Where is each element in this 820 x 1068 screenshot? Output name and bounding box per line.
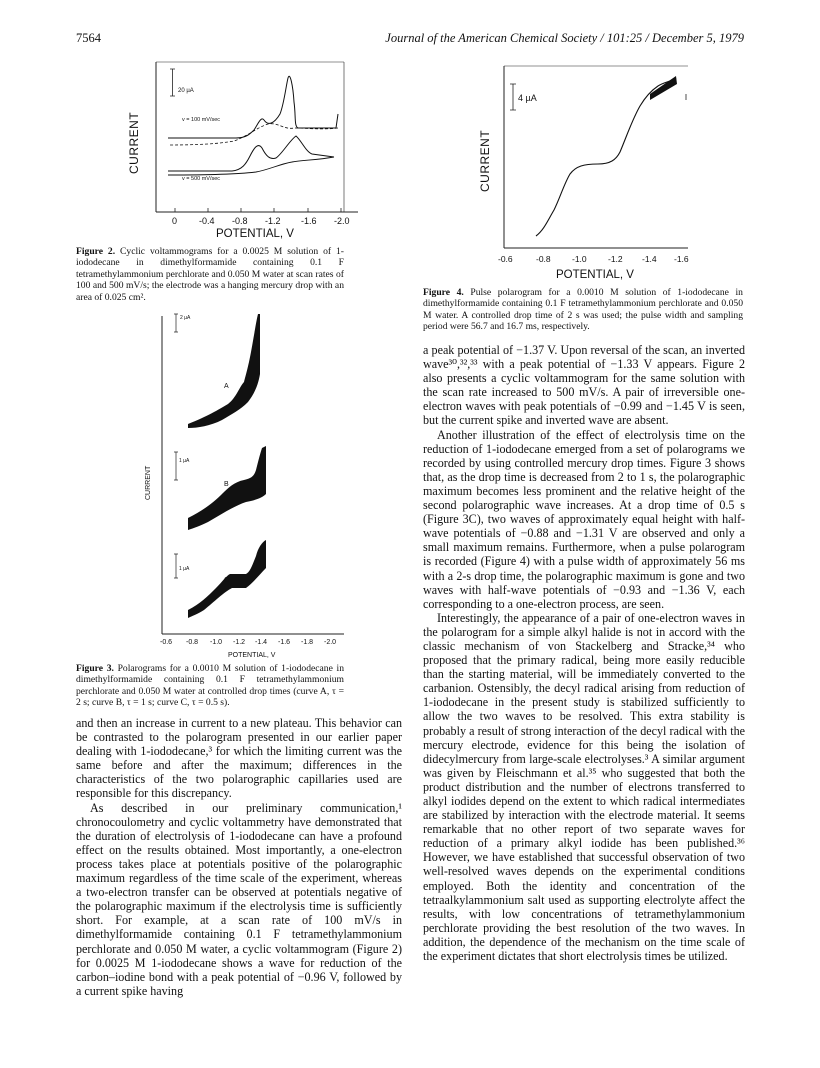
fig2-scale-label: 20 µA — [178, 88, 194, 94]
figure-4 — [474, 60, 698, 282]
fig3-label-b: B — [224, 481, 229, 488]
fig3-scale-a — [174, 314, 178, 332]
figure-4-caption-label: Figure 4. — [423, 287, 464, 298]
fig3-scale-c — [174, 554, 178, 578]
right-paragraph-1: a peak potential of −1.37 V. Upon reversal of the scan, an inverted wave³⁰,³²,³³ with a peak potential of −1.33 V appears. Figure 2 also presents a cyclic voltammogram for the same solution with the scan rate increased to 500 mV/s. A pair of irreversible one-electron waves with peak potentials of −0.99 and −1.45 V is seen, but the current spike and inverted wave are absent. — [423, 343, 745, 428]
fig2-curve2-label: v = 500 mV/sec — [182, 176, 221, 182]
fig3-tick-labels — [160, 639, 336, 646]
fig3-tick-3: -1.2 — [233, 639, 246, 646]
figure-4-caption — [423, 287, 743, 333]
fig3-curve-b — [188, 446, 266, 530]
fig4-tick-1: -0.8 — [536, 254, 551, 264]
fig4-x-label: POTENTIAL, V — [556, 269, 634, 281]
fig4-tick-0: -0.6 — [498, 254, 513, 264]
fig3-tick-1: -0.8 — [186, 639, 199, 646]
fig2-curve-500 — [168, 136, 334, 171]
fig4-tick-3: -1.2 — [608, 254, 623, 264]
figure-3-caption — [76, 663, 344, 709]
figure-3 — [145, 312, 348, 662]
figure-3-caption-label: Figure 3. — [76, 663, 114, 674]
figure-2-caption — [76, 246, 344, 303]
fig3-scale-b — [174, 452, 178, 480]
fig2-tick-4: -1.6 — [301, 216, 317, 226]
fig2-x-label: POTENTIAL, V — [216, 228, 294, 240]
fig3-scale-b-label: 1 µA — [179, 458, 190, 464]
fig4-scale-label: 4 µA — [518, 93, 537, 103]
left-column — [76, 716, 402, 998]
right-column — [423, 343, 745, 963]
right-paragraph-3: Interestingly, the appearance of a pair of one-electron waves in the polarogram for a simple alkyl halide is not in accord with the classic mechanism of von Stackelberg and Stracke,³⁴ who proposed that the primary radical, being more easily reducible than the starting material, will be immediately converted to the carbanion. Ostensibly, the decyl radical arising from reduction of 1-iododecane in the present study is stabilized sufficiently to allow the two waves to be resolved. This extra stability is probably a result of strong interaction of the decyl radical with the mercury electrode, evidence for this being the isolation of didecylmercury from large-scale electrolyses.³ A similar argument was given by Fleischmann et al.³⁵ who suggested that both the product distribution and the number of electrons transferred to alkyl iodides depend on the extent to which radical intermediates are stabilized by interaction with the electrode material. It seems remarkable that no other report of two separate waves for reduction of a primary alkyl iodide has been published.³⁶ However, we have established that successful observation of two well-resolved waves depends on the experimental conditions employed. Both the identity and concentration of the tetraalkylammonium salt used as supporting electrolyte affect the results, with low concentrations of tetramethylammonium perchlorate providing the best resolution of the two waves. In addition, the dependence of the mechanism on the time scale of the experiment dictates that short electrolysis times be utilized. — [423, 610, 745, 964]
fig3-y-label: CURRENT — [145, 465, 152, 500]
fig2-tick-5: -2.0 — [334, 216, 350, 226]
fig4-y-label: CURRENT — [478, 129, 492, 192]
fig4-tick-labels — [498, 254, 689, 264]
fig4-tick-4: -1.4 — [642, 254, 657, 264]
fig2-tick-1: -0.4 — [199, 216, 215, 226]
left-paragraph-2: As described in our preliminary communication,¹ chronocoulometry and cyclic voltammetry have demonstrated that the duration of electrolysis of 1-iododecane can have a profound effect on the results obtained. Most importantly, a one-electron process takes place at potentials positive of the polarographic maximum regardless of the time scale of the experiment, whereas a two-electron transfer can be observed at potentials negative of the polarographic maximum if the electrolysis time is sufficiently short. For example, at a scan rate of 100 mV/s in dimethylformamide containing 0.1 F tetramethylammonium perchlorate and 0.050 M water, a cyclic voltammogram (Figure 2) for 0.0025 M 1-iododecane shows a wave for reduction of the carbon–iodine bond with a peak potential of −0.96 V, followed by a current spike having — [76, 800, 402, 998]
left-paragraph-1: and then an increase in current to a new plateau. This behavior can be contrasted to the polarogram presented in our earlier paper dealing with 1-iododecane,³ for which the limiting current was the same before and after the maximum; differences in the characteristics of the two polarographic capillaries used are responsible for this discrepancy. — [76, 716, 402, 801]
fig4-tick-2: -1.0 — [572, 254, 587, 264]
fig3-x-label: POTENTIAL, V — [228, 652, 276, 659]
fig3-tick-6: -1.8 — [301, 639, 314, 646]
figure-2 — [108, 56, 368, 241]
fig4-scale-bar — [510, 84, 516, 110]
figure-2-caption-text: Cyclic voltammograms for a 0.0025 M solution of 1-iododecane in dimethylformamide containing 0.1 F tetramethylammonium perchlorate and 0.050 M water at scan rates of 100 and 500 mV/s; the electrode was a hanging mercury drop with an area of 0.025 cm². — [76, 246, 344, 303]
fig2-tick-2: -0.8 — [232, 216, 248, 226]
fig3-curve-a — [188, 314, 260, 428]
fig3-scale-c-label: 1 µA — [179, 566, 190, 572]
fig2-curve1-label: v = 100 mV/sec — [182, 117, 221, 123]
fig3-label-a: A — [224, 383, 229, 390]
fig4-curve — [536, 78, 676, 236]
fig2-scale-bar — [170, 69, 175, 96]
fig2-curve-100-return — [168, 124, 338, 145]
figure-3-caption-text: Polarograms for a 0.0010 M solution of 1-iododecane in dimethylformamide containing 0.1 F tetramethylammonium perchlorate and 0.050 M water at controlled drop times (curve A, τ = 2 s; curve B, τ = 1 s; curve C, τ = 0.5 s). — [76, 663, 344, 709]
fig4-curve-plateau — [650, 76, 677, 100]
page-number: 7564 — [76, 31, 101, 45]
right-paragraph-2: Another illustration of the effect of electrolysis time on the reduction of 1-iododecane emerged from a set of polarograms we recorded by using controlled mercury drop times. Figure 3 shows that, as the drop time is decreased from 2 to 1 s, the polarographic maximum becomes less prominent and the relative height of the second polarographic wave increases. At a drop time of 0.5 s (Figure 3C), two waves of approximately equal height with half-wave potentials of −0.88 and −1.31 V are observed and only a small maximum remains. Furthermore, when a pulse polarogram is recorded (Figure 4) with a pulse width of approximately 56 ms with a 2-s drop time, the polarographic maximum is gone and two waves with half-wave potentials of −0.93 and −1.36 V, each corresponding to a one-electron process, are seen. — [423, 427, 745, 611]
fig2-y-label: CURRENT — [127, 111, 141, 174]
fig2-tick-marks — [175, 208, 341, 212]
fig3-tick-7: -2.0 — [324, 639, 337, 646]
fig3-tick-0: -0.6 — [160, 639, 173, 646]
figure-4-caption-text: Pulse polarogram for a 0.0010 M solution of 1-iododecane in dimethylformamide containing 0.1 F tetramethylammonium perchlorate and 0.050 M water. A controlled drop time of 2 s was used; the pulse width and sampling period were 56.7 and 16.7 ms, respectively. — [423, 287, 743, 333]
fig2-tick-labels — [172, 216, 350, 226]
fig2-tick-3: -1.2 — [265, 216, 281, 226]
fig4-tick-5: -1.6 — [674, 254, 689, 264]
fig2-curve-500-return — [168, 157, 334, 175]
fig3-label-c: C — [224, 577, 230, 584]
running-head: Journal of the American Chemical Society / 101:25 / December 5, 1979 — [385, 31, 744, 45]
figure-2-caption-label: Figure 2. — [76, 246, 116, 257]
fig3-tick-4: -1.4 — [255, 639, 268, 646]
fig2-tick-0: 0 — [172, 216, 178, 226]
fig3-scale-a-label: 2 µA — [180, 315, 191, 321]
fig3-tick-5: -1.6 — [278, 639, 291, 646]
fig3-tick-2: -1.0 — [210, 639, 223, 646]
